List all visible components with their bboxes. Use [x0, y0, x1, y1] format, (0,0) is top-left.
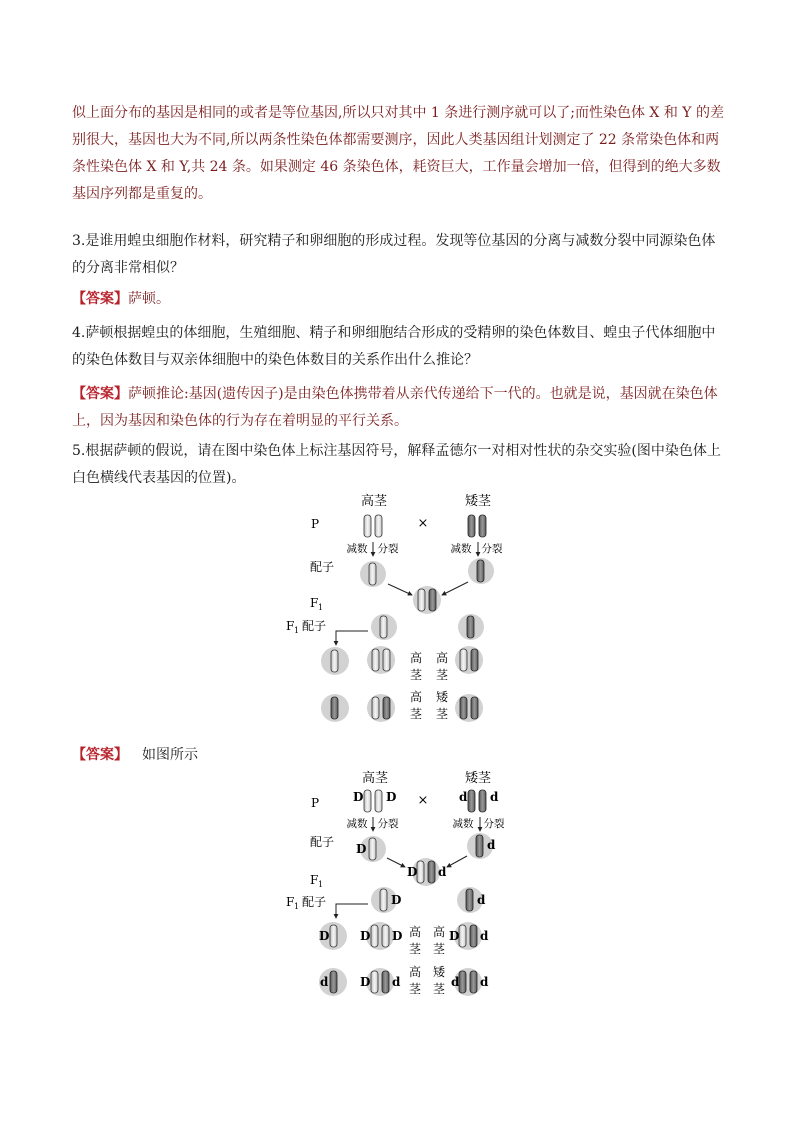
svg-text:茎: 茎 — [435, 668, 449, 682]
svg-text:×: × — [417, 793, 429, 808]
svg-text:D: D — [319, 929, 330, 943]
svg-text:D: D — [356, 842, 367, 856]
answer-tag: 【答案】 — [72, 747, 128, 763]
svg-text:d: d — [459, 790, 468, 804]
svg-text:配子: 配子 — [310, 835, 335, 849]
answer-tag: 【答案】 — [72, 291, 128, 307]
answer-3 — [72, 286, 724, 313]
svg-text:高: 高 — [408, 925, 422, 939]
svg-text:D: D — [353, 790, 364, 804]
svg-text:分裂: 分裂 — [483, 818, 505, 830]
svg-text:减数: 减数 — [450, 543, 472, 555]
answer-tag: 【答案】 — [72, 386, 128, 402]
question-4: 4.萨顿根据蝗虫的体细胞，生殖细胞、精子和卵细胞结合形成的受精卵的染色体数目、蝗虫子代体细胞中的染色体数目与双亲体细胞中的染色体数目的关系作出什么推论？ — [72, 325, 716, 368]
question-5: 5.根据萨顿的假说，请在图中染色体上标注基因符号，解释孟德尔一对相对性状的杂交实验(图中染色体上白色横线代表基因的位置)。 — [72, 443, 721, 486]
svg-text:矮: 矮 — [435, 690, 449, 704]
svg-text:D: D — [392, 929, 403, 943]
svg-text:F: F — [286, 619, 295, 633]
svg-text:d: d — [451, 975, 460, 989]
cross-sign: × — [417, 516, 429, 531]
svg-text:配子: 配子 — [302, 895, 327, 909]
label-p: P — [311, 517, 320, 531]
svg-text:分裂: 分裂 — [481, 543, 503, 555]
svg-text:P: P — [311, 796, 320, 810]
svg-text:矮: 矮 — [432, 965, 446, 979]
svg-text:配子: 配子 — [302, 619, 327, 633]
svg-text:F: F — [310, 873, 319, 887]
svg-text:减数: 减数 — [346, 543, 368, 555]
svg-text:高: 高 — [408, 965, 422, 979]
svg-text:D: D — [360, 929, 371, 943]
svg-text:配子: 配子 — [310, 560, 335, 574]
svg-text:d: d — [480, 975, 489, 989]
intro-paragraph: 似上面分布的基因是相同的或者是等位基因,所以只对其中 1 条进行测序就可以了;而性染色体 X 和 Y 的差别很大，基因也大为不同,所以两条性染色体都需要测序，因此人类基因组计划测定了 22 条常染色体和两条性染色体 X 和 Y,共 24 条。如果测定 46 条染色体，耗资巨大，工作量会增加一倍，但得到的绝大多数基因序列都是重复的。 — [72, 105, 724, 202]
svg-text:D: D — [360, 975, 371, 989]
svg-text:d: d — [392, 975, 401, 989]
chromosome-pair-dwarf — [468, 515, 486, 537]
svg-text:高: 高 — [435, 651, 449, 665]
svg-text:d: d — [477, 893, 486, 907]
svg-text:分裂: 分裂 — [377, 543, 399, 555]
svg-text:矮茎: 矮茎 — [464, 771, 492, 786]
svg-text:减数: 减数 — [346, 818, 368, 830]
svg-text:茎: 茎 — [432, 942, 446, 956]
svg-text:高: 高 — [409, 690, 423, 704]
svg-text:1: 1 — [318, 880, 324, 889]
svg-text:高: 高 — [409, 651, 423, 665]
svg-text:分裂: 分裂 — [377, 818, 399, 830]
svg-text:1: 1 — [318, 603, 324, 612]
svg-text:茎: 茎 — [408, 982, 422, 996]
svg-text:D: D — [449, 929, 460, 943]
svg-text:茎: 茎 — [408, 942, 422, 956]
svg-text:减数: 减数 — [452, 818, 474, 830]
label-tall: 高茎 — [360, 494, 388, 509]
answer-text: 萨顿。 — [128, 291, 170, 307]
svg-text:d: d — [487, 838, 496, 852]
chromosome-pair-tall — [364, 515, 382, 537]
svg-text:F: F — [286, 895, 295, 909]
svg-text:1: 1 — [294, 626, 300, 635]
cross-diagram-labeled — [270, 765, 530, 1005]
svg-text:茎: 茎 — [435, 707, 449, 721]
question-3: 3.是谁用蝗虫细胞作材料，研究精子和卵细胞的形成过程。发现等位基因的分离与减数分裂中同源染色体的分离非常相似？ — [72, 233, 716, 276]
svg-text:d: d — [320, 975, 329, 989]
answer-text: 萨顿推论:基因(遗传因子)是由染色体携带着从亲代传递给下一代的。也就是说，基因就在染色体上，因为基因和染色体的行为存在着明显的平行关系。 — [72, 386, 718, 429]
svg-text:D: D — [391, 893, 402, 907]
svg-text:F: F — [310, 596, 319, 610]
svg-text:茎: 茎 — [409, 668, 423, 682]
answer-4 — [72, 381, 724, 435]
svg-text:d: d — [490, 790, 499, 804]
svg-text:d: d — [480, 929, 489, 943]
svg-text:高茎: 高茎 — [361, 771, 389, 786]
svg-text:茎: 茎 — [409, 707, 423, 721]
svg-text:D: D — [407, 865, 418, 879]
svg-text:茎: 茎 — [432, 982, 446, 996]
svg-text:高: 高 — [432, 925, 446, 939]
svg-text:D: D — [386, 790, 397, 804]
cross-diagram-blank — [270, 490, 530, 730]
svg-text:d: d — [438, 865, 447, 879]
label-dwarf: 矮茎 — [464, 494, 492, 509]
svg-text:1: 1 — [294, 902, 300, 911]
answer-text: 如图所示 — [142, 747, 198, 763]
